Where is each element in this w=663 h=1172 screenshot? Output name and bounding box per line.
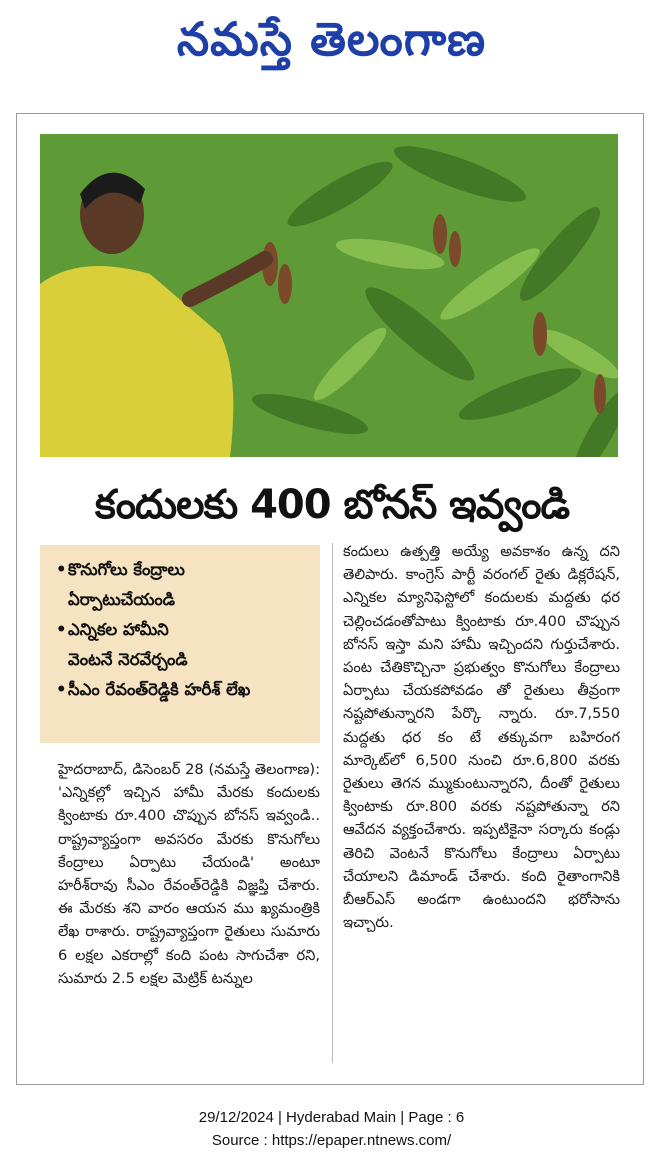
highlight-line: ఎన్నికల హామీని — [68, 620, 169, 639]
footer-source: Source : https://epaper.ntnews.com/ — [211, 1132, 452, 1149]
highlight-line: వెంటనే నెరవేర్చండి — [68, 650, 188, 669]
article-text-right: కందులు ఉత్పత్తి అయ్యే అవకాశం ఉన్న దని తెలిపారు. కాంగ్రెస్ పార్టీ వరంగల్ రైతు డిక్లరేషన్, ఎన్నికల మ్యానిఫెస్టోలో కందులకు మద్దతు ధర చెల్లించడంతోపాటు క్వింటాకు రూ.400 చొప్పున బోనస్ ఇస్తా మని హామీ ఇచ్చిందని గుర్తుచేశారు. పంట చేతికొచ్చినా ప్రభుత్వం కొనుగోలు కేంద్రాలు ఏర్పాటు చేయకపోవడం తో రైతులు తీవ్రంగా నష్టపోతున్నారని పేర్కొ న్నారు. రూ.7,550 మద్దతు ధర కం టే తక్కువగా బహిరంగ మార్కెట్‌లో 6,500 నుంచి రూ.6,800 వరకు రైతులు తెగన మ్ముకుంటున్నారని, దీంతో రైతులు క్వింటాకు రూ.800 వరకు నష్టపోతున్నా రని ఆవేదన వ్యక్తంచేశారు. ఇప్పటికైనా సర్కారు కండ్లు తెరిచి వెంటనే కొనుగోలు కేంద్రాలు ఏర్పాటు చేయాలని డిమాండ్ చేశారు. కంది రైతాంగానికి బీఆర్ఎస్ అండగా ఉంటుందని భరోసాను ఇచ్చారు. — [343, 543, 620, 932]
bullet-icon: • — [56, 680, 67, 699]
highlights-list — [40, 545, 320, 705]
masthead-logo: నమస్తే తెలంగాణ — [176, 12, 487, 66]
headline: కందులకు 400 బోనస్ ఇవ్వండి — [94, 482, 570, 528]
article-column-right — [343, 540, 620, 934]
article-column-left — [58, 758, 320, 990]
column-divider — [332, 543, 333, 1063]
bullet-icon: • — [56, 620, 67, 639]
news-photo — [40, 134, 618, 457]
footer-date-edition: 29/12/2024 | Hyderabad Main | Page : 6 — [198, 1109, 465, 1126]
farmer-photo-illustration — [40, 134, 618, 457]
highlight-item — [56, 675, 312, 705]
highlight-item — [56, 555, 312, 615]
highlight-item — [56, 615, 312, 675]
highlight-line: ఏర్పాటుచేయండి — [68, 590, 176, 609]
bullet-icon: • — [56, 560, 67, 579]
highlights-box — [40, 545, 320, 743]
highlight-line: కొనుగోలు కేంద్రాలు — [68, 560, 185, 579]
highlight-line: సీఎం రేవంత్‌రెడ్డికి హరీశ్ లేఖ — [68, 680, 251, 699]
article-text-left: హైదరాబాద్, డిసెంబర్ 28 (నమస్తే తెలంగాణ): 'ఎన్నికల్లో ఇచ్చిన హామీ మేరకు కందులకు క్వింటాకు రూ.400 చొప్పున బోనస్ ఇవ్వండి.. రాష్ట్రవ్యాప్తంగా అవసరం మేరకు కొనుగోలు కేంద్రాలు ఏర్పాటు చేయండి' అంటూ హరీశ్‌రావు సీఎం రేవంత్‌రెడ్డికి విజ్ఞప్తి చేశారు. ఈ మేరకు శని వారం ఆయన ము ఖ్యమంత్రికి లేఖ రాశారు. రాష్ట్రవ్యాప్తంగా రైతులు సుమారు 6 లక్షల ఎకరాల్లో కంది పంట సాగుచేశా రని, సుమారు 2.5 లక్షల మెట్రిక్ టన్నుల — [58, 761, 320, 987]
